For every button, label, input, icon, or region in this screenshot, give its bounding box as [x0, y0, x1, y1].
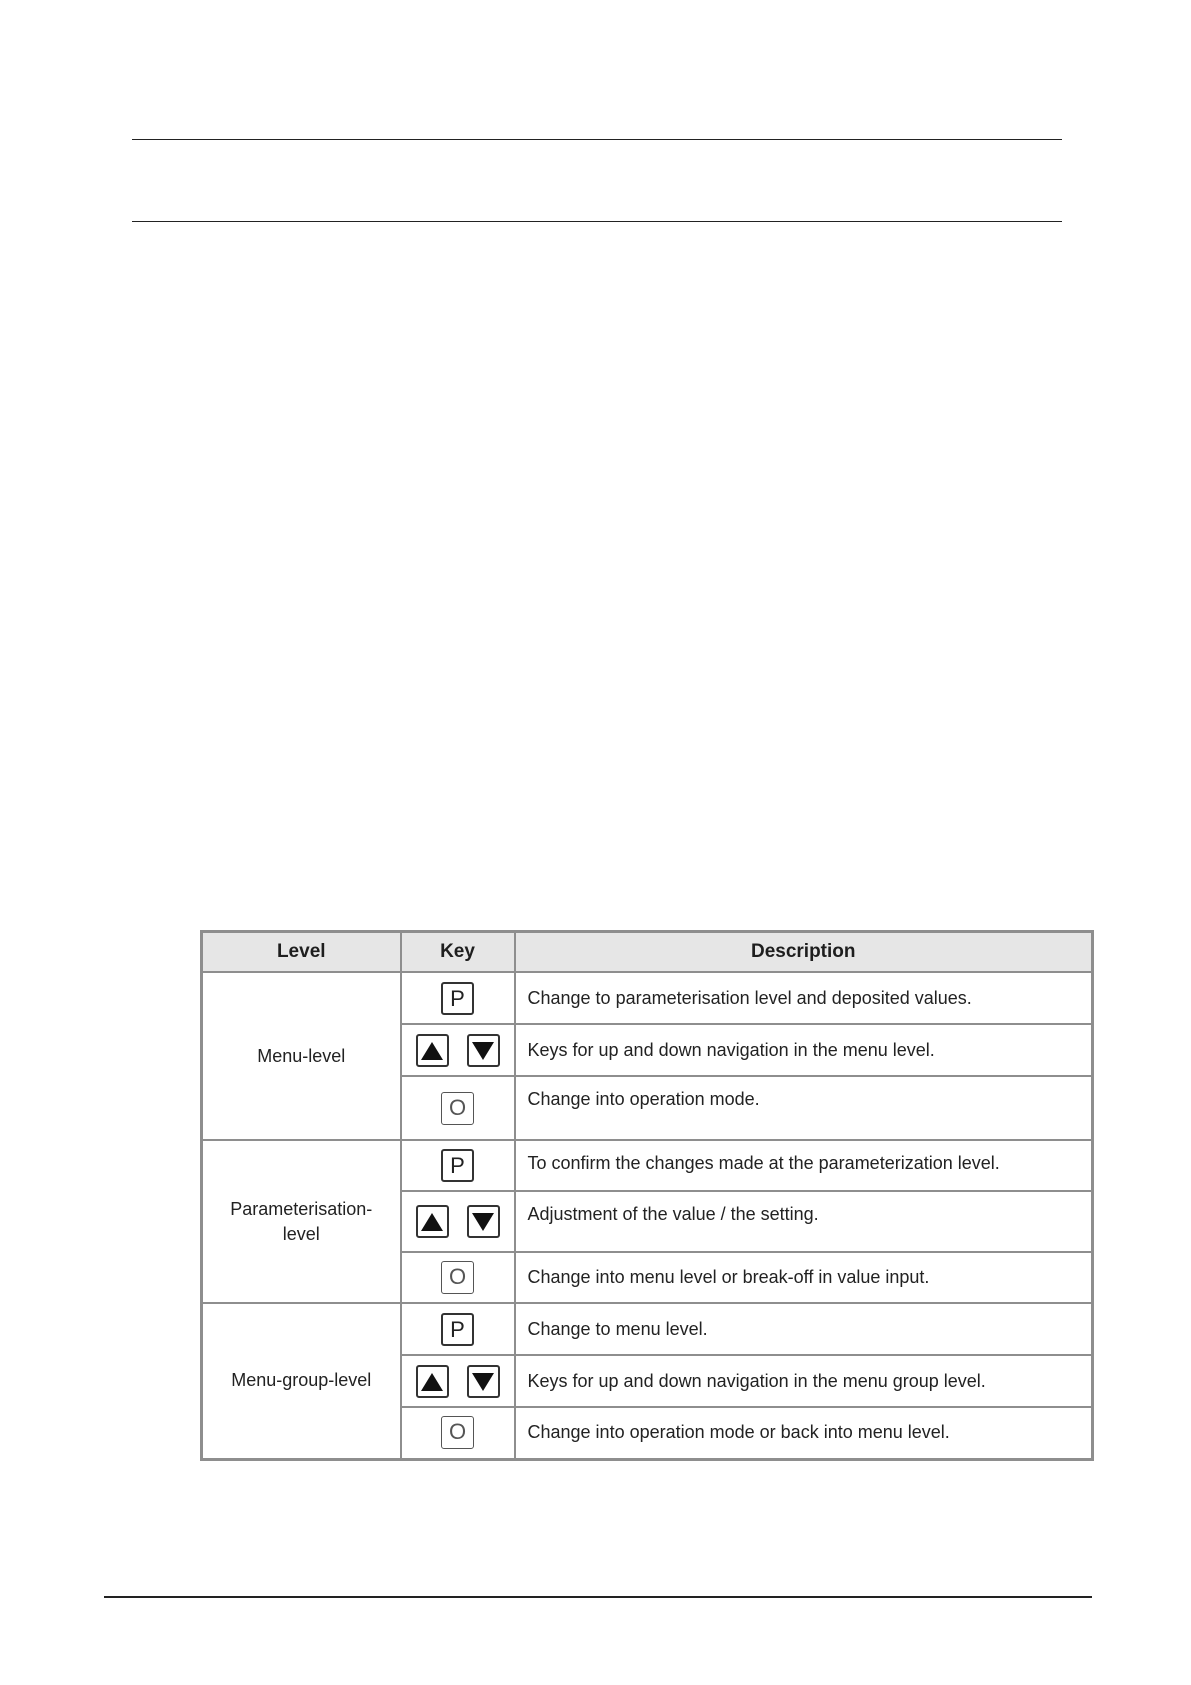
o-key-icon: O — [441, 1261, 474, 1294]
header-level: Level — [202, 932, 401, 973]
key-function-table — [200, 930, 1094, 1461]
header-description: Description — [515, 932, 1093, 973]
up-arrow-key-icon — [416, 1205, 449, 1238]
p-key-icon: P — [441, 1149, 474, 1182]
description-cell: Change to parameterisation level and deposited values. — [515, 972, 1093, 1024]
p-key-icon: P — [441, 982, 474, 1015]
description-cell: Keys for up and down navigation in the menu group level. — [515, 1355, 1093, 1407]
description-cell: Keys for up and down navigation in the menu level. — [515, 1024, 1093, 1076]
down-arrow-key-icon — [467, 1034, 500, 1067]
description-cell: Adjustment of the value / the setting. — [515, 1191, 1093, 1252]
description-cell: To confirm the changes made at the parameterization level. — [515, 1140, 1093, 1191]
header-key: Key — [401, 932, 515, 973]
table-header-row — [202, 932, 1093, 973]
description-cell: Change into menu level or break-off in value input. — [515, 1252, 1093, 1303]
header-rule-bottom — [132, 221, 1062, 222]
level-cell: Menu-group-level — [202, 1303, 401, 1459]
up-arrow-key-icon — [416, 1034, 449, 1067]
description-cell: Change into operation mode. — [515, 1076, 1093, 1140]
level-line: level — [282, 1223, 320, 1244]
o-key-icon: O — [441, 1416, 474, 1449]
table-row — [202, 1140, 1093, 1191]
table-row — [202, 972, 1093, 1024]
up-arrow-key-icon — [416, 1365, 449, 1398]
p-key-icon: P — [441, 1313, 474, 1346]
footer-rule — [104, 1596, 1092, 1598]
o-key-icon: O — [441, 1092, 474, 1125]
header-rule-top — [132, 139, 1062, 140]
description-cell: Change into operation mode or back into menu level. — [515, 1407, 1093, 1459]
table-row — [202, 1303, 1093, 1355]
down-arrow-key-icon — [467, 1365, 500, 1398]
description-cell: Change to menu level. — [515, 1303, 1093, 1355]
level-line: Parameterisation- — [230, 1198, 373, 1219]
down-arrow-key-icon — [467, 1205, 500, 1238]
level-cell — [202, 1140, 401, 1303]
level-cell: Menu-level — [202, 972, 401, 1140]
